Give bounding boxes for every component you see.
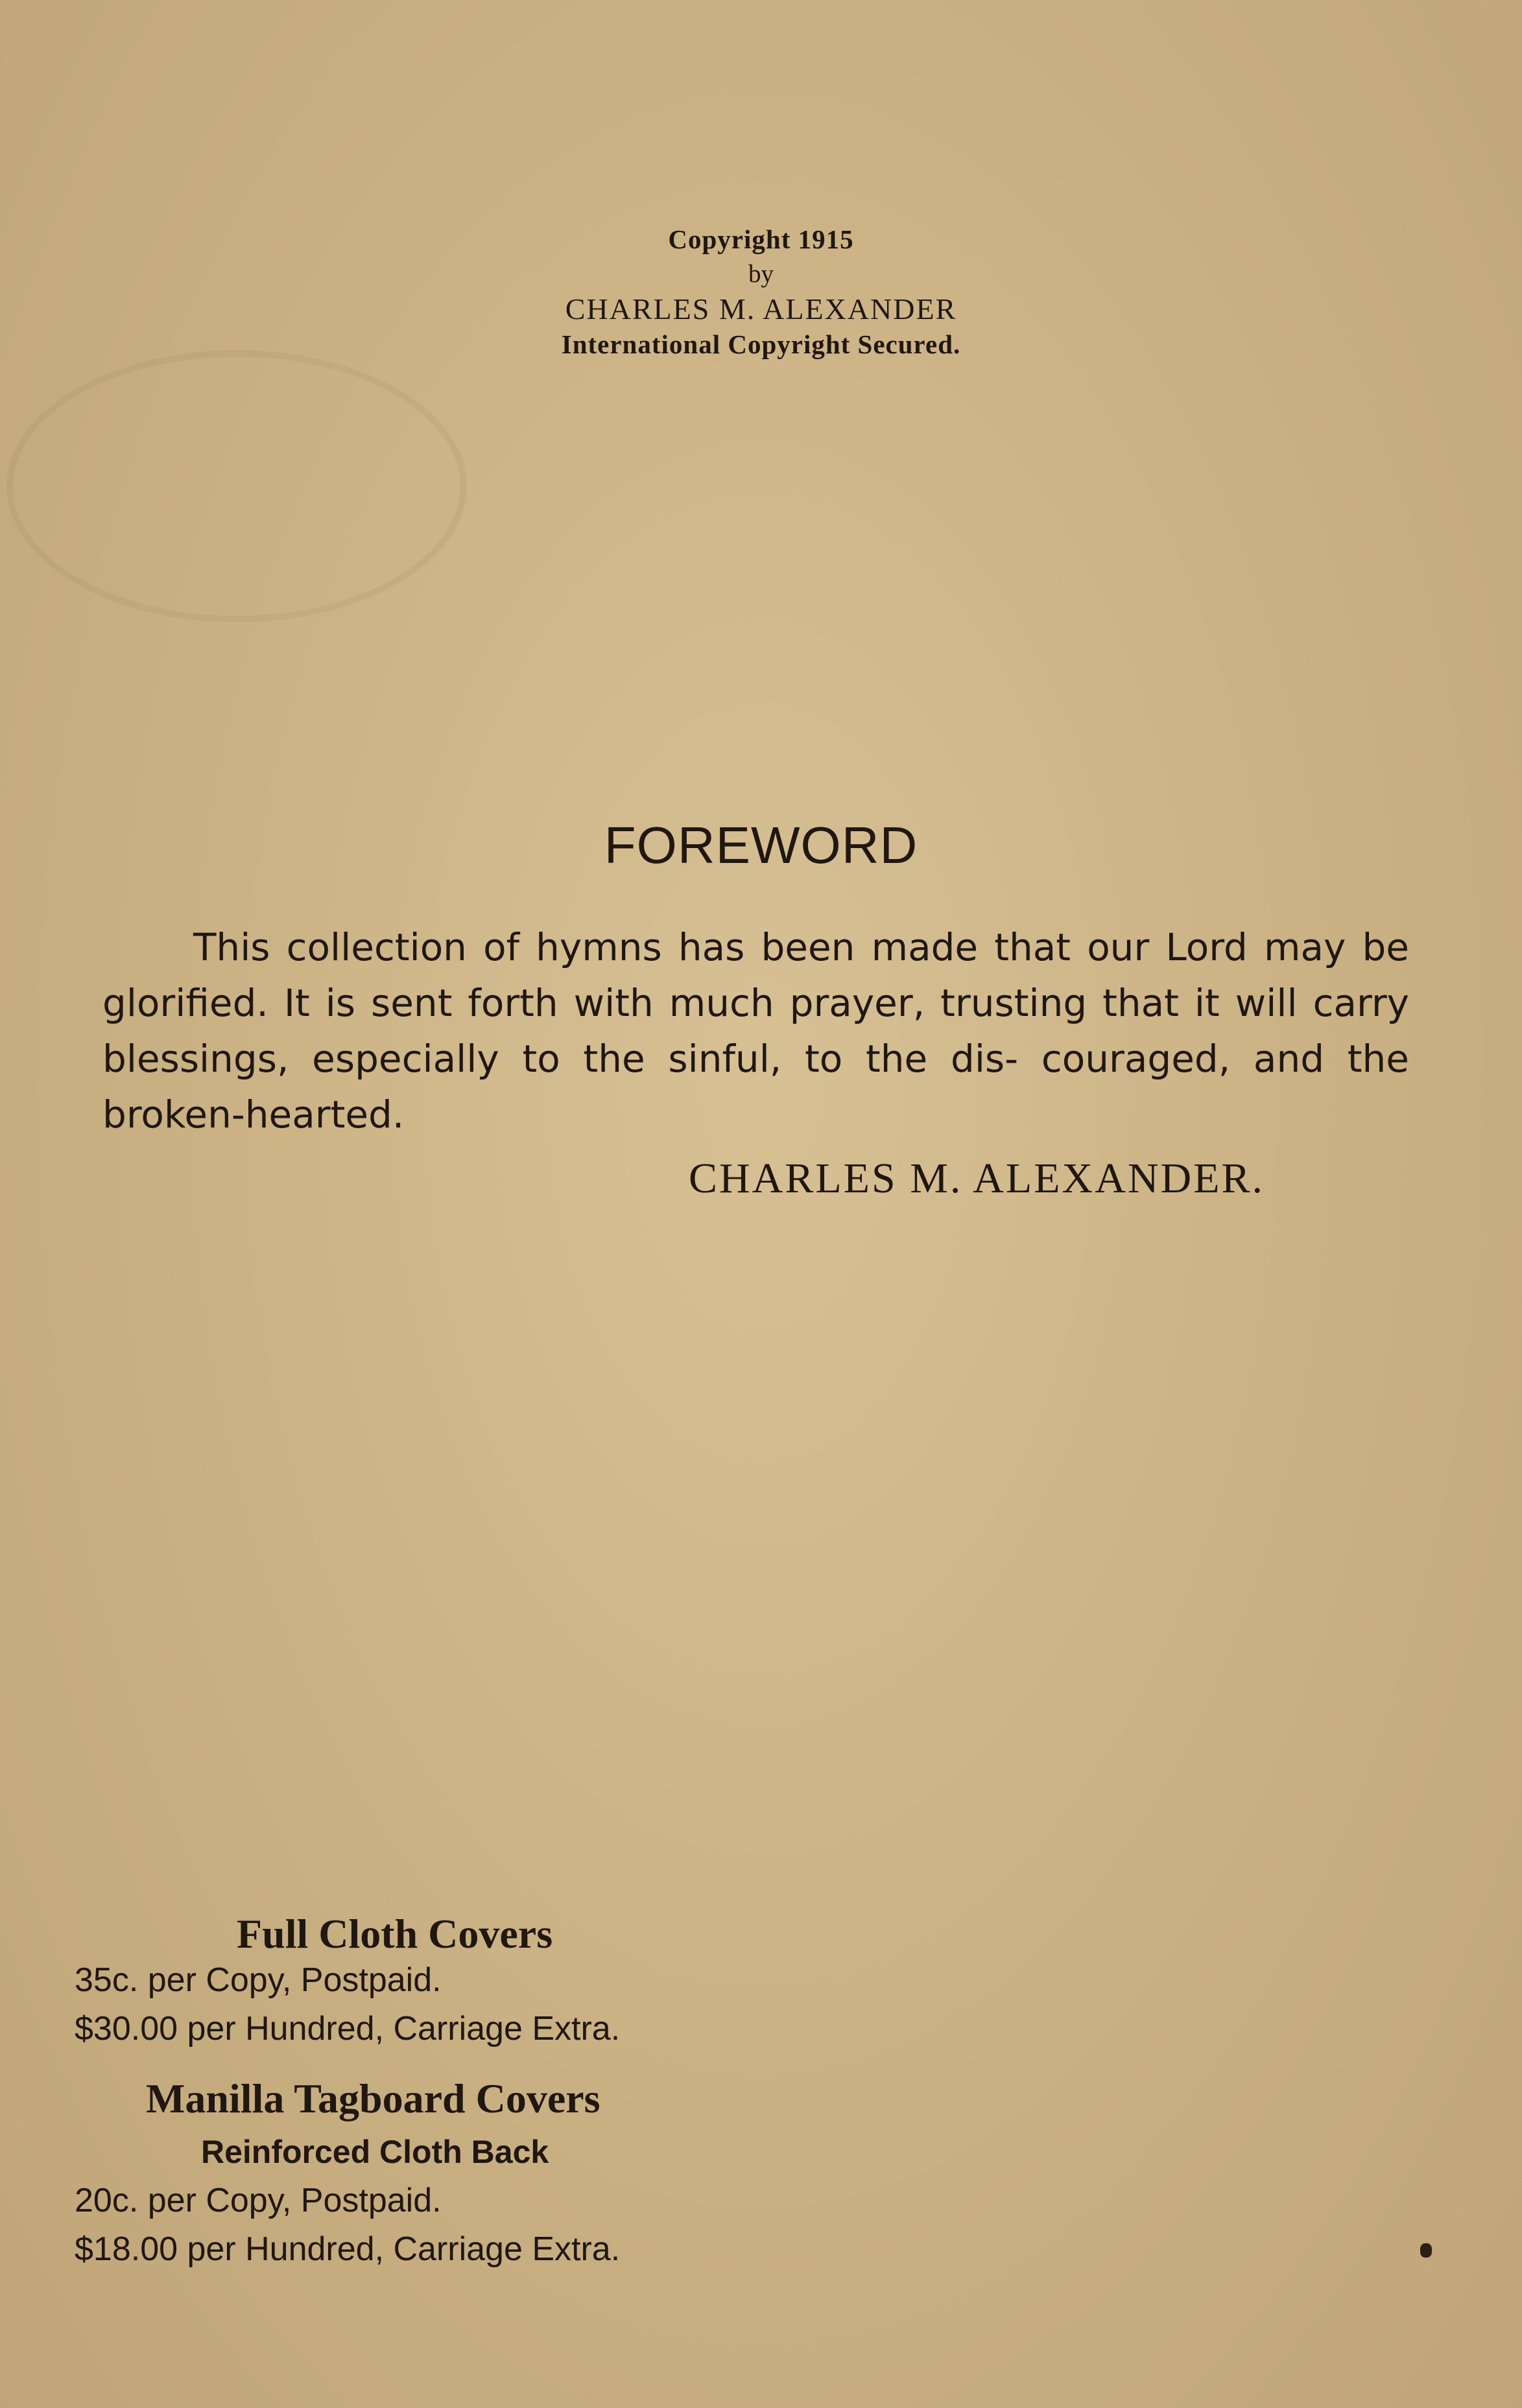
cloth-per-copy: 35c. per Copy, Postpaid. — [75, 1961, 442, 1999]
foreword-body: This collection of hymns has been made that our Lord may be glorified. It is sent forth with much prayer, trusting that it will carry blessings, especially to the sinful, to the dis- couraged, and the broken-hearted. — [102, 925, 1409, 1137]
manilla-covers-heading: Manilla Tagboard Covers — [146, 2075, 600, 2121]
ink-speck — [1420, 2243, 1432, 2258]
bleed-through-stamp — [6, 350, 467, 622]
copyright-by: by — [748, 260, 774, 288]
foreword-title: FOREWORD — [604, 816, 918, 874]
cloth-covers-heading: Full Cloth Covers — [237, 1911, 553, 1957]
copyright-secured: International Copyright Secured. — [561, 329, 961, 359]
manilla-per-hundred: $18.00 per Hundred, Carriage Extra. — [75, 2230, 621, 2268]
copyright-notice — [0, 222, 1522, 362]
copyright-line: Copyright 1915 — [668, 224, 854, 254]
manilla-per-copy: 20c. per Copy, Postpaid. — [75, 2182, 442, 2219]
foreword-signature: CHARLES M. ALEXANDER. — [689, 1155, 1265, 1202]
manilla-subheading: Reinforced Cloth Back — [201, 2134, 549, 2170]
cloth-per-hundred: $30.00 per Hundred, Carriage Extra. — [75, 2010, 621, 2048]
copyright-holder: CHARLES M. ALEXANDER — [565, 292, 957, 325]
